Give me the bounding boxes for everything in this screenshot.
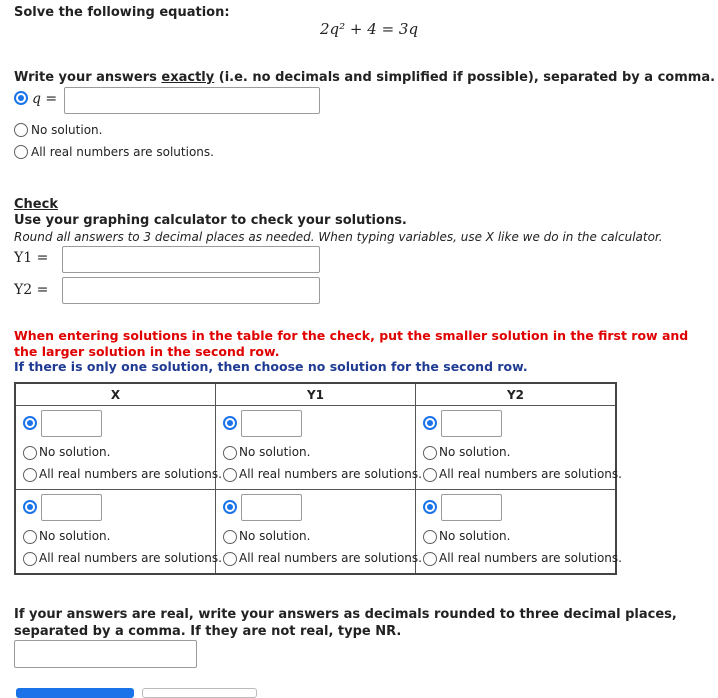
problem-title: Solve the following equation: [14,5,230,20]
final-answer-input[interactable] [14,640,197,668]
row1-y1-input[interactable] [241,410,302,437]
row2-y1-no-solution-label: No solution. [239,529,311,543]
row2-y1-all-real-label: All real numbers are solutions. [239,551,422,565]
row2-x-input[interactable] [41,494,102,521]
secondary-button[interactable] [142,688,257,698]
equation: 2q² + 4 = 3q [320,20,419,38]
cell-row1-y1 [216,406,422,489]
cell-row1-y2 [416,406,622,489]
table-row [15,490,616,575]
cell-row1-x [16,406,222,489]
y2-label: Y2 = [14,282,49,298]
row1-y1-radio-no-solution[interactable] [223,446,237,460]
answer-radio-all-real[interactable] [14,145,28,159]
submit-button[interactable] [16,688,134,698]
row2-y1-radio-value[interactable] [223,500,237,514]
row1-y2-input[interactable] [441,410,502,437]
row1-x-no-solution-label: No solution. [39,445,111,459]
cell-row2-x [16,490,222,573]
row2-y1-radio-all-real[interactable] [223,552,237,566]
table-row [15,406,616,490]
table-instructions-red: When entering solutions in the table for the check, put the smaller solution in the first row and the larger solution in the second row. [14,328,689,359]
row1-y2-radio-value[interactable] [423,416,437,430]
answer-instructions [14,70,715,85]
row1-x-radio-all-real[interactable] [23,468,37,482]
row1-y1-radio-all-real[interactable] [223,468,237,482]
cell-row2-y2 [416,490,622,573]
instructions-prefix: Write your answers [14,70,162,85]
y1-input[interactable] [62,246,320,273]
instructions-suffix: (i.e. no decimals and simplified if possible), separated by a comma. [214,70,716,85]
header-y2: Y2 [416,383,617,406]
row2-y1-radio-no-solution[interactable] [223,530,237,544]
row1-x-radio-no-solution[interactable] [23,446,37,460]
row2-y2-radio-value[interactable] [423,500,437,514]
y1-label: Y1 = [14,250,49,266]
row1-y1-all-real-label: All real numbers are solutions. [239,467,422,481]
row2-y2-radio-all-real[interactable] [423,552,437,566]
row2-x-radio-value[interactable] [23,500,37,514]
row1-y2-no-solution-label: No solution. [439,445,511,459]
table-instructions-blue: If there is only one solution, then choose no solution for the second row. [14,359,528,374]
header-y1: Y1 [216,383,416,406]
row1-y1-radio-value[interactable] [223,416,237,430]
row2-x-radio-no-solution[interactable] [23,530,37,544]
row2-y1-input[interactable] [241,494,302,521]
final-prompt: If your answers are real, write your answers as decimals rounded to three decimal places, separated by a comma. If they are not real, type NR. [14,607,677,639]
row1-y2-radio-all-real[interactable] [423,468,437,482]
row1-y2-radio-no-solution[interactable] [423,446,437,460]
row2-y2-no-solution-label: No solution. [439,529,511,543]
q-answer-input[interactable] [64,87,320,114]
no-solution-label: No solution. [31,123,103,137]
cell-row2-y1 [216,490,422,573]
row1-y1-no-solution-label: No solution. [239,445,311,459]
row2-y2-all-real-label: All real numbers are solutions. [439,551,622,565]
y2-input[interactable] [62,277,320,304]
row1-y2-all-real-label: All real numbers are solutions. [439,467,622,481]
row1-x-radio-value[interactable] [23,416,37,430]
row2-x-all-real-label: All real numbers are solutions. [39,551,222,565]
answer-radio-value[interactable] [14,91,28,105]
row2-y2-input[interactable] [441,494,502,521]
check-heading: Check [14,197,58,212]
q-equals-label: q = [32,91,58,107]
row2-x-radio-all-real[interactable] [23,552,37,566]
all-real-label: All real numbers are solutions. [31,145,214,159]
check-subheading: Use your graphing calculator to check your solutions. [14,213,407,228]
row2-y2-radio-no-solution[interactable] [423,530,437,544]
instructions-underlined: exactly [161,70,215,85]
row1-x-all-real-label: All real numbers are solutions. [39,467,222,481]
header-x: X [15,383,216,406]
answer-radio-no-solution[interactable] [14,123,28,137]
row2-x-no-solution-label: No solution. [39,529,111,543]
row1-x-input[interactable] [41,410,102,437]
check-table [14,382,622,575]
check-note: Round all answers to 3 decimal places as needed. When typing variables, use X like we do in the calculator. [14,230,663,244]
